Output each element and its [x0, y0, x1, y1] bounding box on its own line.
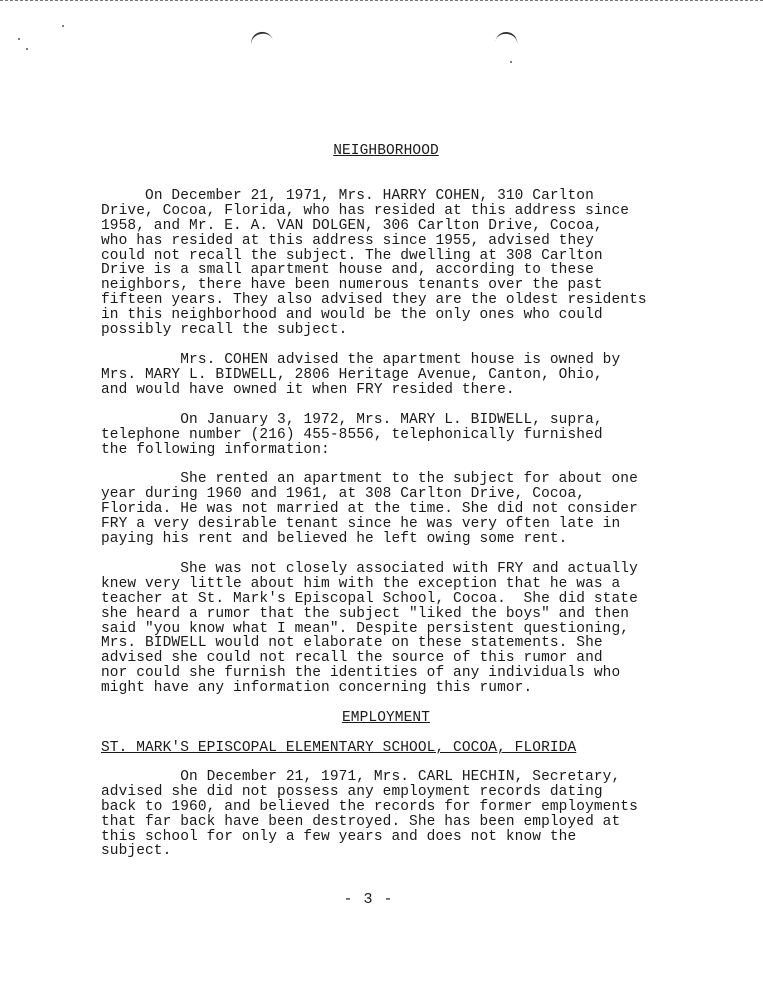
scan-speck [18, 38, 20, 40]
hole-punch-mark-right [495, 31, 518, 46]
scan-speck [26, 48, 28, 50]
page-top-edge [0, 0, 763, 7]
section-heading-employment: EMPLOYMENT [341, 710, 430, 727]
hole-punch-mark-left [249, 30, 273, 47]
paragraph-tenancy: She rented an apartment to the subject for about one year during 1960 and 1961, at 308 Carlton Drive, Cocoa, Florida. He was not married at the time. She did not consider FRY a very desirable tenant since he was very often late in paying his rent and believed he left owing some rent. [101, 471, 638, 548]
paragraph-apartment-owner: Mrs. COHEN advised the apartment house is owned by Mrs. MARY L. BIDWELL, 2806 Heritage Avenue, Canton, Ohio, and would have owned it when FRY resided there. [101, 351, 621, 398]
document-body [101, 144, 671, 859]
paragraph-bidwell-contact: On January 3, 1972, Mrs. MARY L. BIDWELL, supra, telephone number (216) 455-8556, telephonically furnished the following information: [101, 411, 603, 458]
paragraph-school-records: On December 21, 1971, Mrs. CARL HECHIN, Secretary, advised she did not possess any employment records dating back to 1960, and believed the records for former employments that far back have been destroyed. She has been employed at this school for only a few years and does not know the subject. [101, 768, 638, 860]
section-heading-neighborhood: NEIGHBORHOOD [333, 143, 439, 159]
page-number: - 3 - [343, 891, 394, 908]
scan-speck [510, 61, 512, 63]
paragraph-rumor: She was not closely associated with FRY and actually knew very little about him with the exception that he was a teacher at St. Mark's Episcopal School, Cocoa. She did state she heard a rumor that the subject "liked the boys" and then said "you know what I mean". Despite persistent questioning, Mrs. BIDWELL would not elaborate on these statements. She advised she could not recall the source of this rumor and nor could she furnish the identities of any individuals who might have any information concerning this rumor. [101, 560, 638, 697]
scan-speck [62, 25, 64, 27]
employer-subheading: ST. MARK'S EPISCOPAL ELEMENTARY SCHOOL, COCOA, FLORIDA [101, 740, 577, 756]
paragraph-neighbors: On December 21, 1971, Mrs. HARRY COHEN, 310 Carlton Drive, Cocoa, Florida, who has resided at this address since 1958, and Mr. E. A. VAN DOLGEN, 306 Carlton Drive, Cocoa, who has resided at this address since 1955, advised they could not recall the subject. The dwelling at 308 Carlton Drive is a small apartment house and, according to these neighbors, there have been numerous tenants over the past fifteen years. They also advised they are the oldest residents in this neighborhood and would be the only ones who could possibly recall the subject. [101, 187, 647, 339]
